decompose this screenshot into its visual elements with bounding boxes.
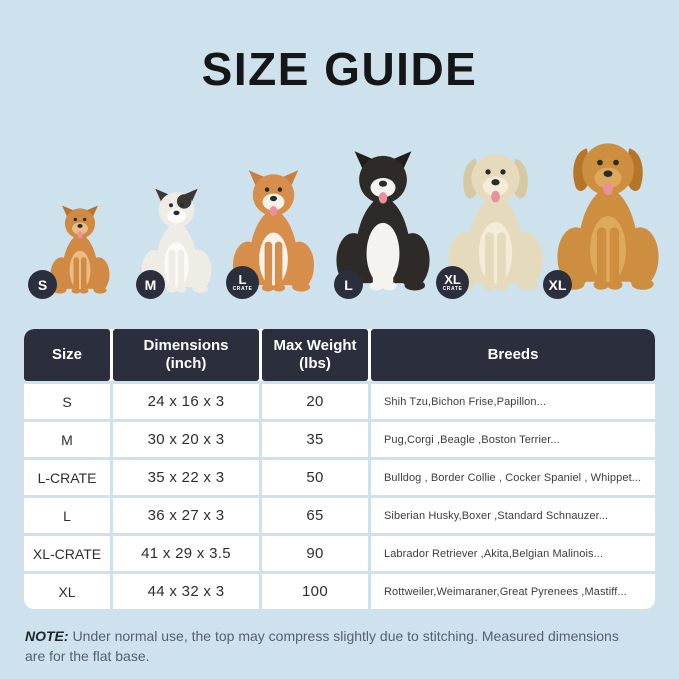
cell-max-weight: 35 xyxy=(262,422,368,457)
size-badge-label: L xyxy=(344,276,353,293)
cell-dimensions: 30 x 20 x 3 xyxy=(113,422,259,457)
column-header-breeds: Breeds xyxy=(371,329,655,381)
cell-size: S xyxy=(24,384,110,419)
column-header-size: Size xyxy=(24,329,110,381)
cell-size: M xyxy=(24,422,110,457)
cell-max-weight: 20 xyxy=(262,384,368,419)
size-table-body xyxy=(24,384,655,609)
size-badge-sub-label: CRATE xyxy=(442,286,463,293)
cell-breeds: Labrador Retriever ,Akita,Belgian Malinois... xyxy=(371,536,655,571)
cell-size: XL xyxy=(24,574,110,609)
cell-max-weight: 65 xyxy=(262,498,368,533)
cell-max-weight: 50 xyxy=(262,460,368,495)
size-badge-label: XL xyxy=(444,271,461,287)
cell-dimensions: 35 x 22 x 3 xyxy=(113,460,259,495)
column-header-max-weight: Max Weight (lbs) xyxy=(262,329,368,381)
size-badge-label: XL xyxy=(548,276,567,293)
size-badge-sub-label: CRATE xyxy=(232,286,253,293)
cell-dimensions: 44 x 32 x 3 xyxy=(113,574,259,609)
cell-dimensions: 36 x 27 x 3 xyxy=(113,498,259,533)
cell-breeds: Bulldog , Border Collie , Cocker Spaniel , Whippet... xyxy=(371,460,655,495)
size-badge-l-crate xyxy=(226,266,259,299)
size-badge-label: L xyxy=(238,271,247,287)
cell-max-weight: 100 xyxy=(262,574,368,609)
cell-dimensions: 24 x 16 x 3 xyxy=(113,384,259,419)
size-table xyxy=(24,329,655,609)
cell-breeds: Pug,Corgi ,Beagle ,Boston Terrier... xyxy=(371,422,655,457)
size-badge-xl xyxy=(543,270,572,299)
size-badge-l xyxy=(334,270,363,299)
cell-breeds: Siberian Husky,Boxer ,Standard Schnauzer... xyxy=(371,498,655,533)
cell-breeds: Rottweiler,Weimaraner,Great Pyrenees ,Mastiff... xyxy=(371,574,655,609)
column-header-dimensions: Dimensions (inch) xyxy=(113,329,259,381)
cell-max-weight: 90 xyxy=(262,536,368,571)
size-badge-xl-crate xyxy=(436,266,469,299)
size-badge-s xyxy=(28,270,57,299)
size-badge-m xyxy=(136,270,165,299)
footnote xyxy=(25,627,640,666)
size-table-header xyxy=(24,329,655,381)
size-badge-label: S xyxy=(37,276,48,293)
cell-dimensions: 41 x 29 x 3.5 xyxy=(113,536,259,571)
cell-size: XL-CRATE xyxy=(24,536,110,571)
cell-size: L-CRATE xyxy=(24,460,110,495)
cell-size: L xyxy=(24,498,110,533)
dogs-illustration-strip xyxy=(0,129,679,299)
cell-breeds: Shih Tzu,Bichon Frise,Papillon... xyxy=(371,384,655,419)
size-badge-label: M xyxy=(144,276,157,293)
footnote-prefix: NOTE: xyxy=(25,628,69,644)
page-title: SIZE GUIDE xyxy=(201,43,478,95)
footnote-text: Under normal use, the top may compress slightly due to stitching. Measured dimensions are for the flat base. xyxy=(25,628,619,664)
